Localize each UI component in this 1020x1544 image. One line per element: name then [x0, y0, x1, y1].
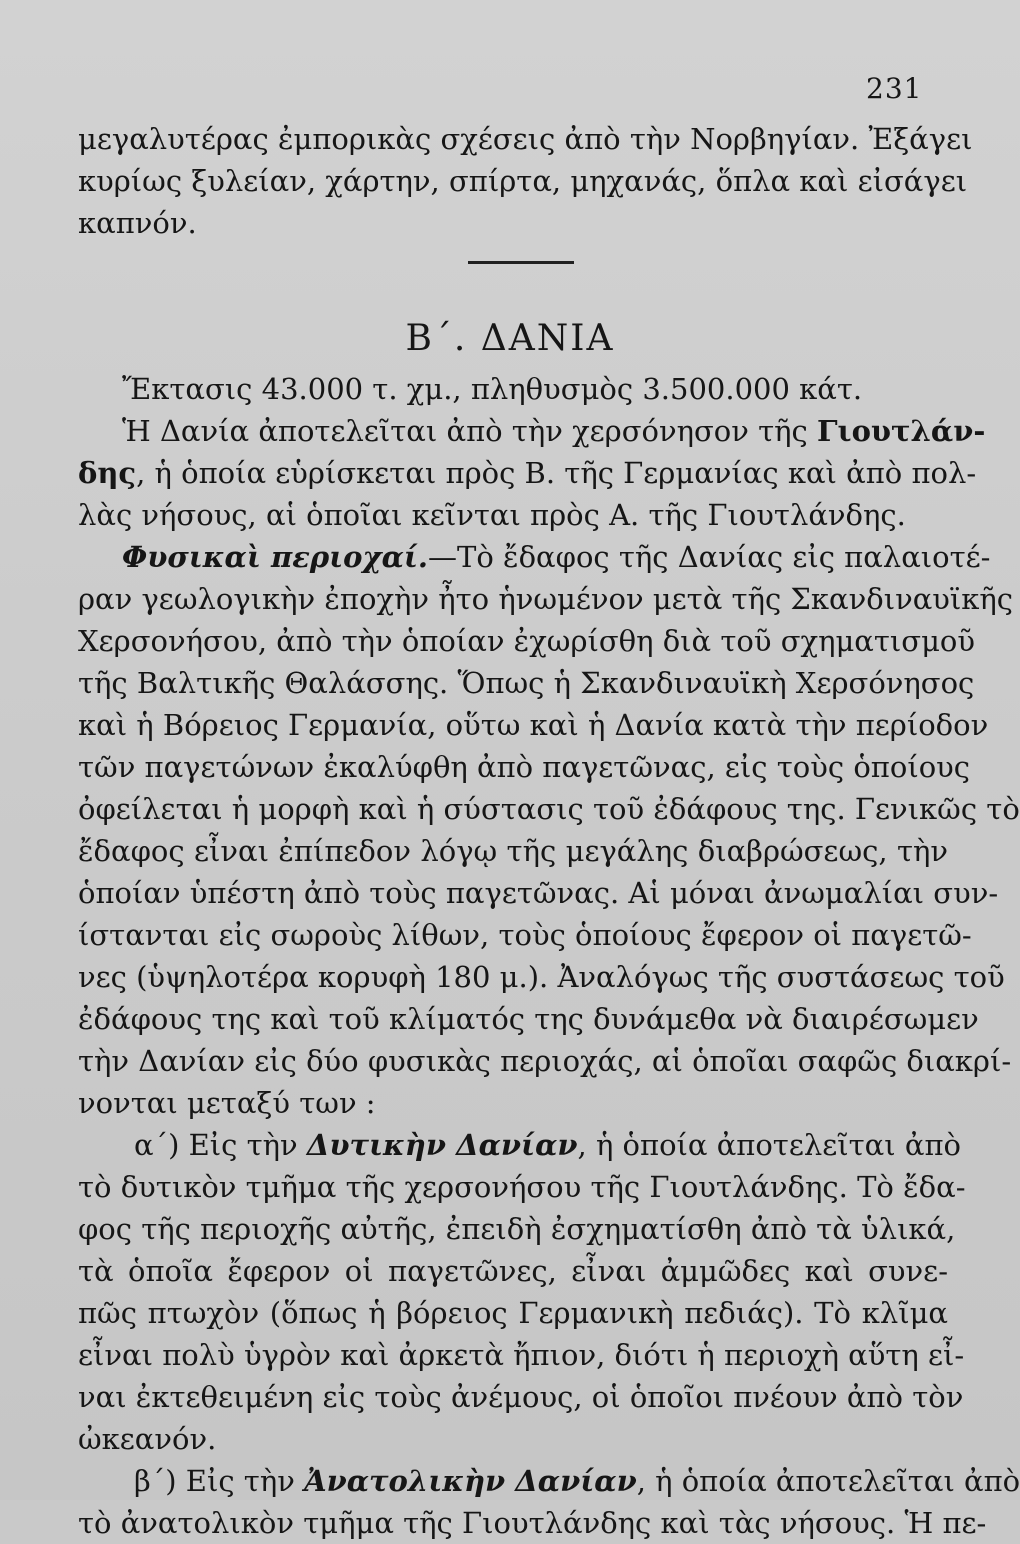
page-number: 231	[866, 72, 923, 105]
body-text	[78, 368, 1020, 1544]
text-line: τὴν Δανίαν εἰς δύο φυσικὰς περιοχάς, αἱ ὁποῖαι σαφῶς διακρί-	[78, 1044, 1012, 1078]
text-line: τῶν παγετώνων ἐκαλύφθη ἀπὸ παγετῶνας, εἰς τοὺς ὁποίους	[78, 750, 971, 784]
text-run: Ἡ Δανία ἀποτελεῖται ἀπὸ τὴν χερσόνησον τῆς	[122, 414, 817, 448]
subsection-heading: Δυτικὴν Δανίαν	[306, 1128, 578, 1162]
text-line: τὸ δυτικὸν τμῆμα τῆς χερσονήσου τῆς Γιουτλάνδης. Τὸ ἔδα-	[78, 1170, 966, 1204]
text-line	[78, 452, 977, 494]
text-line: ίστανται εἰς σωροὺς λίθων, τοὺς ὁποίους ἔφερον οἱ παγετῶ-	[78, 918, 972, 952]
text-line: λὰς νήσους, αἱ ὁποῖαι κεῖνται πρὸς Α. τῆς Γιουτλάνδης.	[78, 498, 906, 532]
area-population-line: Ἔκτασις 43.000 τ. χμ., πληθυσμὸς 3.500.000 κάτ.	[122, 372, 863, 406]
text-line: εἶναι πολὺ ὑγρὸν καὶ ἀρκετὰ ἤπιον, διότι ἡ περιοχὴ αὕτη εἶ-	[78, 1338, 965, 1372]
text-line: ἔδαφος εἶναι ἐπίπεδον λόγῳ τῆς μεγάλης διαβρώσεως, τὴν	[78, 834, 948, 868]
text-run: —Τὸ ἔδαφος τῆς Δανίας εἰς παλαιοτέ-	[428, 540, 991, 574]
bold-term: δης	[78, 456, 137, 490]
bold-term: Γιουτλάν-	[816, 414, 986, 448]
text-line	[78, 1124, 961, 1166]
text-line	[78, 410, 986, 452]
text-run: , ἡ ὁποία ἀποτελεῖται ἀπὸ	[636, 1464, 1020, 1498]
list-label: α΄) Εἰς τὴν	[134, 1128, 307, 1162]
text-line: καὶ ἡ Βόρειος Γερμανία, οὕτω καὶ ἡ Δανία κατὰ τὴν περίοδον	[78, 708, 989, 742]
subsection-heading: Ἀνατολικὴν Δανίαν	[304, 1464, 637, 1498]
text-line: τὰ ὁποῖα ἔφερον οἱ παγετῶνες, εἶναι ἀμμῶδες καὶ συνε-	[78, 1254, 948, 1288]
text-run: , ἡ ὁποία εὑρίσκεται πρὸς Β. τῆς Γερμανίας καὶ ἀπὸ πολ-	[136, 456, 977, 490]
section-title: Β΄. ΔΑΝΙΑ	[405, 318, 615, 359]
text-run: , ἡ ὁποία ἀποτελεῖται ἀπὸ	[577, 1128, 961, 1162]
text-line: νες (ὑψηλοτέρα κορυφὴ 180 μ.). Ἀναλόγως τῆς συστάσεως τοῦ	[78, 960, 1005, 994]
text-line: φος τῆς περιοχῆς αὐτῆς, ἐπειδὴ ἐσχηματίσθη ἀπὸ τὰ ὑλικά,	[78, 1212, 956, 1246]
text-line: ὠκεανόν.	[78, 1422, 217, 1456]
text-line	[78, 536, 991, 578]
text-line: ἐδάφους της καὶ τοῦ κλίματός της δυνάμεθα νὰ διαιρέσωμεν	[78, 1002, 979, 1036]
text-line: καπνόν.	[78, 206, 197, 240]
text-line: πῶς πτωχὸν (ὅπως ἡ βόρειος Γερμανικὴ πεδιάς). Τὸ κλῖμα	[78, 1296, 948, 1330]
text-line: Χερσονήσου, ἀπὸ τὴν ὁποίαν ἐχωρίσθη διὰ τοῦ σχηματισμοῦ	[78, 624, 976, 658]
subsection-heading: Φυσικαὶ περιοχαί.	[122, 540, 429, 574]
text-line: τὸ ἀνατολικὸν τμῆμα τῆς Γιουτλάνδης καὶ τὰς νήσους. Ἡ πε-	[78, 1506, 987, 1540]
list-label: β΄) Εἰς τὴν	[134, 1464, 305, 1498]
text-line: ναι ἐκτεθειμένη εἰς τοὺς ἀνέμους, οἱ ὁποῖοι πνέουν ἀπὸ τὸν	[78, 1380, 964, 1414]
text-line: ὀφείλεται ἡ μορφὴ καὶ ἡ σύστασις τοῦ ἐδάφους της. Γενικῶς τὸ	[78, 792, 1020, 826]
text-line: ὁποίαν ὑπέστη ἀπὸ τοὺς παγετῶνας. Αἱ μόναι ἀνωμαλίαι συν-	[78, 876, 999, 910]
intro-paragraph	[78, 118, 973, 244]
text-line: μεγαλυτέρας ἐμπορικὰς σχέσεις ἀπὸ τὴν Νορβηγίαν. Ἐξάγει	[78, 122, 973, 156]
text-line: νονται μεταξύ των :	[78, 1086, 376, 1120]
text-line: τῆς Βαλτικῆς Θαλάσσης. Ὅπως ἡ Σκανδιναυϊκὴ Χερσόνησος	[78, 666, 975, 700]
text-line: ραν γεωλογικὴν ἐποχὴν ἦτο ἡνωμένον μετὰ τῆς Σκανδιναυϊκῆς	[78, 582, 1014, 616]
text-line: κυρίως ξυλείαν, χάρτην, σπίρτα, μηχανάς, ὅπλα καὶ εἰσάγει	[78, 164, 968, 198]
section-divider	[468, 261, 574, 264]
text-line	[78, 1460, 1020, 1502]
